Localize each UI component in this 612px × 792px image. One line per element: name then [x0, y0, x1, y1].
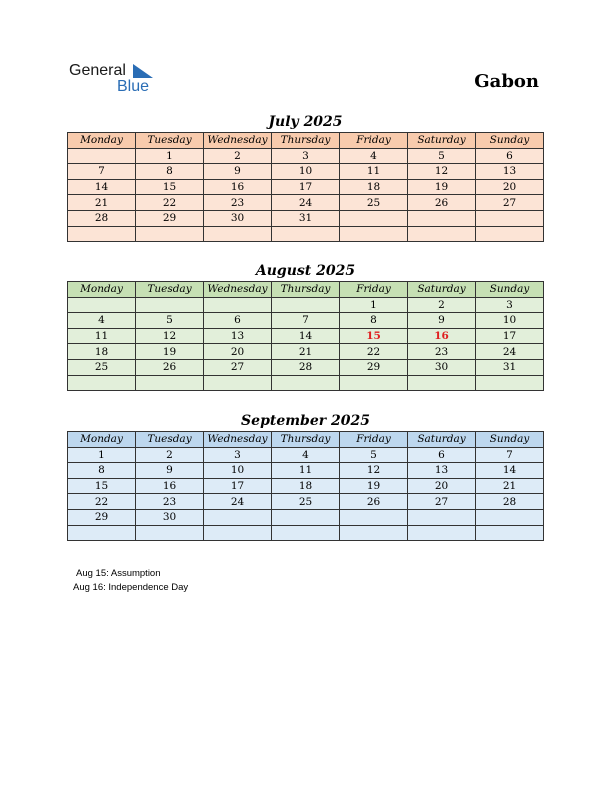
day-cell: 28: [68, 210, 136, 226]
day-cell: 14: [476, 463, 544, 479]
day-cell: 6: [476, 148, 544, 164]
day-cell: 4: [272, 447, 340, 463]
calendar-table: [67, 431, 544, 541]
day-cell: [340, 226, 408, 242]
day-cell: 18: [340, 179, 408, 195]
day-cell: [136, 226, 204, 242]
day-cell: [204, 226, 272, 242]
day-cell: 11: [272, 463, 340, 479]
logo-text-general: General: [69, 62, 126, 79]
weekday-header: Wednesday: [204, 432, 272, 448]
day-cell: 18: [68, 344, 136, 360]
day-cell: 7: [272, 313, 340, 329]
day-cell: [272, 226, 340, 242]
day-cell: 13: [204, 328, 272, 344]
day-cell: [68, 375, 136, 391]
day-cell: 28: [476, 494, 544, 510]
day-cell: 13: [476, 164, 544, 180]
day-cell: 12: [136, 328, 204, 344]
weekday-header-row: [68, 133, 544, 149]
month-september: [67, 411, 544, 541]
day-cell: [204, 509, 272, 525]
holiday-note: Aug 15: Assumption: [76, 568, 161, 579]
day-cell: [476, 525, 544, 541]
country-name: Gabon: [474, 71, 539, 92]
day-cell: [340, 525, 408, 541]
weekday-header: Tuesday: [136, 282, 204, 298]
day-cell: [136, 525, 204, 541]
day-cell: 19: [136, 344, 204, 360]
day-cell: [476, 226, 544, 242]
calendar-table: [67, 132, 544, 242]
day-cell: 25: [272, 494, 340, 510]
day-cell: 27: [204, 359, 272, 375]
week-row: [68, 148, 544, 164]
day-cell: 1: [68, 447, 136, 463]
week-row: [68, 494, 544, 510]
weekday-header: Tuesday: [136, 432, 204, 448]
month-july: [67, 112, 544, 242]
day-cell: 29: [340, 359, 408, 375]
day-cell: 30: [136, 509, 204, 525]
holiday-notes: [73, 567, 188, 595]
day-cell: 8: [136, 164, 204, 180]
day-cell: 30: [204, 210, 272, 226]
weekday-header: Wednesday: [204, 133, 272, 149]
weekday-header: Sunday: [476, 133, 544, 149]
day-cell: 3: [476, 297, 544, 313]
day-cell: 19: [340, 478, 408, 494]
weekday-header-row: [68, 432, 544, 448]
day-cell: [136, 375, 204, 391]
day-cell: 26: [136, 359, 204, 375]
weekday-header: Saturday: [408, 432, 476, 448]
day-cell: [340, 210, 408, 226]
day-cell: 8: [340, 313, 408, 329]
logo-triangle-icon: [133, 64, 153, 78]
day-cell: [272, 525, 340, 541]
day-cell: 18: [272, 478, 340, 494]
week-row: [68, 525, 544, 541]
day-cell: 27: [408, 494, 476, 510]
day-cell: 22: [340, 344, 408, 360]
day-cell: 29: [68, 509, 136, 525]
day-cell: 31: [476, 359, 544, 375]
weekday-header: Monday: [68, 133, 136, 149]
week-row: [68, 297, 544, 313]
day-cell: 16: [136, 478, 204, 494]
week-row: [68, 313, 544, 329]
day-cell: 13: [408, 463, 476, 479]
day-cell: 21: [476, 478, 544, 494]
day-cell: [272, 375, 340, 391]
day-cell: [272, 297, 340, 313]
week-row: [68, 328, 544, 344]
day-cell: 10: [476, 313, 544, 329]
day-cell: [340, 375, 408, 391]
day-cell: [408, 210, 476, 226]
day-cell: 21: [272, 344, 340, 360]
day-cell: [476, 210, 544, 226]
logo: [69, 60, 169, 98]
day-cell: 23: [408, 344, 476, 360]
day-cell: [476, 375, 544, 391]
day-cell: 15: [136, 179, 204, 195]
day-cell: [408, 375, 476, 391]
day-cell: 21: [68, 195, 136, 211]
day-cell: 24: [476, 344, 544, 360]
day-cell: 17: [272, 179, 340, 195]
week-row: [68, 359, 544, 375]
day-cell: 19: [408, 179, 476, 195]
day-cell: 7: [476, 447, 544, 463]
day-cell: 9: [204, 164, 272, 180]
day-cell: [204, 297, 272, 313]
month-title: August 2025: [255, 263, 356, 279]
day-cell: 23: [204, 195, 272, 211]
day-cell: 4: [68, 313, 136, 329]
day-cell: 5: [136, 313, 204, 329]
day-cell: [68, 226, 136, 242]
day-cell: 8: [68, 463, 136, 479]
weekday-header: Sunday: [476, 282, 544, 298]
holiday-note: Aug 16: Independence Day: [73, 582, 189, 593]
day-cell: [340, 509, 408, 525]
day-cell: 6: [204, 313, 272, 329]
day-cell: 5: [408, 148, 476, 164]
day-cell: 2: [204, 148, 272, 164]
day-cell: 20: [476, 179, 544, 195]
day-cell: 26: [408, 195, 476, 211]
day-cell: 9: [408, 313, 476, 329]
day-cell: [272, 509, 340, 525]
day-cell: [408, 226, 476, 242]
day-cell: 5: [340, 447, 408, 463]
day-cell: 14: [272, 328, 340, 344]
month-august: [67, 261, 544, 391]
day-cell: [68, 148, 136, 164]
day-cell: [408, 525, 476, 541]
day-cell: 11: [68, 328, 136, 344]
day-cell: 30: [408, 359, 476, 375]
holiday-day-cell: 16: [408, 328, 476, 344]
day-cell: 2: [136, 447, 204, 463]
week-row: [68, 344, 544, 360]
week-row: [68, 509, 544, 525]
day-cell: 26: [340, 494, 408, 510]
weekday-header-row: [68, 282, 544, 298]
week-row: [68, 226, 544, 242]
day-cell: 25: [340, 195, 408, 211]
holiday-day-cell: 15: [340, 328, 408, 344]
day-cell: [204, 525, 272, 541]
day-cell: 27: [476, 195, 544, 211]
day-cell: 4: [340, 148, 408, 164]
week-row: [68, 195, 544, 211]
day-cell: 6: [408, 447, 476, 463]
week-row: [68, 210, 544, 226]
day-cell: 23: [136, 494, 204, 510]
weekday-header: Thursday: [272, 133, 340, 149]
month-title: July 2025: [268, 114, 343, 130]
weekday-header: Thursday: [272, 432, 340, 448]
day-cell: 28: [272, 359, 340, 375]
day-cell: 12: [408, 164, 476, 180]
day-cell: 24: [272, 195, 340, 211]
day-cell: 31: [272, 210, 340, 226]
week-row: [68, 179, 544, 195]
day-cell: 25: [68, 359, 136, 375]
day-cell: 24: [204, 494, 272, 510]
weekday-header: Saturday: [408, 282, 476, 298]
day-cell: 29: [136, 210, 204, 226]
day-cell: 15: [68, 478, 136, 494]
weekday-header: Monday: [68, 432, 136, 448]
day-cell: [68, 297, 136, 313]
day-cell: 2: [408, 297, 476, 313]
week-row: [68, 447, 544, 463]
day-cell: [408, 509, 476, 525]
day-cell: 22: [136, 195, 204, 211]
week-row: [68, 478, 544, 494]
day-cell: 16: [204, 179, 272, 195]
day-cell: 17: [476, 328, 544, 344]
weekday-header: Friday: [340, 133, 408, 149]
day-cell: 9: [136, 463, 204, 479]
weekday-header: Saturday: [408, 133, 476, 149]
day-cell: 11: [340, 164, 408, 180]
weekday-header: Friday: [340, 282, 408, 298]
weekday-header: Thursday: [272, 282, 340, 298]
day-cell: 7: [68, 164, 136, 180]
day-cell: [136, 297, 204, 313]
weekday-header: Monday: [68, 282, 136, 298]
weekday-header: Tuesday: [136, 133, 204, 149]
day-cell: 17: [204, 478, 272, 494]
day-cell: 20: [204, 344, 272, 360]
weekday-header: Sunday: [476, 432, 544, 448]
day-cell: 22: [68, 494, 136, 510]
weekday-header: Friday: [340, 432, 408, 448]
day-cell: 10: [204, 463, 272, 479]
day-cell: 14: [68, 179, 136, 195]
day-cell: 20: [408, 478, 476, 494]
week-row: [68, 463, 544, 479]
day-cell: 1: [136, 148, 204, 164]
day-cell: 12: [340, 463, 408, 479]
day-cell: [476, 509, 544, 525]
week-row: [68, 164, 544, 180]
day-cell: 3: [204, 447, 272, 463]
logo-text-blue: Blue: [117, 78, 150, 95]
week-row: [68, 375, 544, 391]
calendar-table: [67, 281, 544, 391]
weekday-header: Wednesday: [204, 282, 272, 298]
day-cell: [204, 375, 272, 391]
day-cell: 1: [340, 297, 408, 313]
day-cell: 10: [272, 164, 340, 180]
month-title: September 2025: [241, 413, 370, 429]
day-cell: [68, 525, 136, 541]
day-cell: 3: [272, 148, 340, 164]
